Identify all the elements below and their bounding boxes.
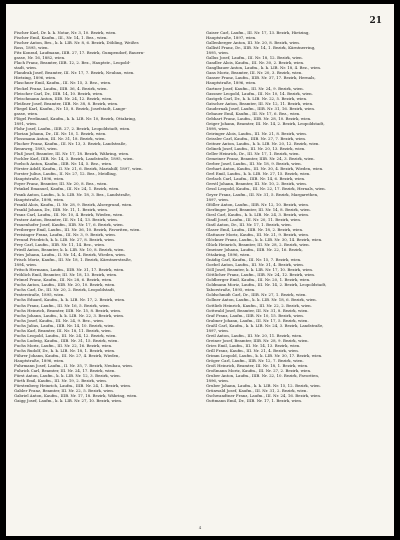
- directory-entry: Gschwandtner Franz, Laufm., III. Nr. 24, 16. Bezirk, wien.: [206, 393, 322, 399]
- directory-entry: Franz Carl, Laufm., III. Nr. 10, 4. Bezirk, Wieden, wien.: [14, 211, 124, 217]
- directory-entry: Gottwald Josef, Beamter, III. Nr. 31, 8. Bezirk, wien.: [206, 307, 309, 313]
- directory-entry: 1895, wien.: [206, 50, 229, 56]
- directory-entry: Glück Heinrich, Beamter, III. Nr. 28, 2. Bezirk, wien.: [206, 241, 310, 247]
- directory-entry: Fürth Emil, Kaufm., III. Nr. 19, 2. Bezirk, wien.: [14, 378, 107, 384]
- directory-entry: Gessl Leopold, Kaufm., III. Nr. 22, 17. Bezirk, Hernals, wien.: [206, 186, 326, 192]
- directory-entry: Flucher Franz, Kaufm., III. Nr. 13, 3. Bezirk, Landstraße,: [14, 141, 127, 147]
- directory-entry: Gaudernak Josef, Laufm., IIIB. Nr. 31, 16. Bezirk, wien.: [206, 105, 316, 111]
- directory-entry: Taborstraße, 1895, wien.: [206, 287, 256, 293]
- directory-entry: Fleischer Carl, Dr., IIIB. 14, 10. Bezirk, wien.: [14, 90, 104, 96]
- directory-entry: Goebel Anton, Laufm., III. Nr. 31, 4. Bezirk, wien.: [206, 262, 305, 268]
- directory-entry: Fluß Josef, Beamter, III. Nr. 17, 18. Bezirk, Währing, wien.: [14, 151, 130, 157]
- directory-entry: Fuchs Josef, Kaufm., III. Nr. 24, 9. Bez., wien.: [14, 317, 104, 323]
- directory-entry: Fleischmann Anton, IIIB. Nr. 24, 12. Bezirk, wien.: [14, 95, 113, 101]
- directory-entry: gasse, wien.: [14, 110, 39, 116]
- directory-entry: Geiger Johann, Beamter, III. Nr. 14, 2. Bezirk, Leopoldstadt,: [206, 120, 325, 126]
- directory-entry: Hietzing, 1896, wien.: [14, 75, 57, 81]
- directory-entry: Hauptstraße, 1897, wien.: [206, 35, 257, 41]
- directory-entry: Fürst Anton, Laufm., k. k. LIB. Nr. 12, 3. Bezirk, wien.: [14, 373, 121, 379]
- directory-entry: Fischer Emil, Kaufm., III., Nr. 14, 1. Bez., wien.: [14, 35, 108, 41]
- directory-entry: Hauptstraße, 1898, wien.: [14, 196, 65, 202]
- directory-entry: Fischer Karl, Dr. k. k. Notar, Nr. 3, 10. Bezirk, wien.: [14, 30, 117, 35]
- directory-entry: Gallistl Franz, Dr., IIIB. Nr. 14, 1. Bezirk, Kärntnerring,: [206, 45, 316, 51]
- directory-entry: Förster Adolf, Kaufm., II. Nr. 21, 6. Bezirk, Mariahilf, 1897, wien.: [14, 166, 143, 172]
- directory-entry: Goldschmidt Carl, Dr., IIIB. Nr. 27, 1. Bezirk, wien.: [206, 292, 307, 298]
- directory-entry: Gallenberger Anton, III. Nr. 20, 8. Bezirk, wien.: [206, 40, 300, 46]
- directory-entry: Gallus Josef, Laufm., III. Nr. 18, 12. Bezirk, wien.: [206, 55, 303, 61]
- right-column: [206, 30, 384, 403]
- directory-entry: stadt, wien.: [14, 65, 38, 71]
- directory-entry: Gmeiner Johann, Laufm., IIIB. Nr. 22, 16. Bezirk,: [206, 247, 303, 253]
- directory-entry: Gintl Anton, Dr., III. Nr. 17, 1. Bezirk, wien.: [206, 221, 292, 227]
- directory-entry: Gföller Anton, Laufm., IIIB. Nr. 12, 10. Bezirk, wien.: [206, 201, 310, 207]
- directory-entry: Gemeiner Franz, Beamter, IIIB. Nr. 24, 3. Bezirk, wien.: [206, 156, 315, 162]
- directory-entry: Glattauer Moriz, Kaufm., III. Nr. 21, 9. Bezirk, wien.: [206, 231, 310, 237]
- directory-entry: Giesl Carl, Kaufm., k. k. LIB. Nr. 24, 3. Bezirk, wien.: [206, 211, 310, 217]
- directory-entry: Fitz Konrad, Laufmann, IIIB. 27, 17. Bezirk, Gumpendorf, Bauern-: [14, 50, 145, 56]
- directory-entry: Gerl Emil, Laufm., k. k. LIB. Nr. 27, 15. Bezirk, wien.: [206, 171, 311, 177]
- directory-entry: Fuchs Leopold, Laufm., III. Nr. 24, 12. Bezirk, wien.: [14, 332, 117, 338]
- directory-entry: Frömel Franz, Kaufm., III. Nr. 28, 6. Bezirk, wien.: [14, 277, 113, 283]
- directory-entry: Grill Franz, Kaufm., III. Nr. 21, 4. Bezirk, wien.: [206, 347, 299, 353]
- directory-entry: Ganser Franz, Laufm., IIIB. Nr. 37, 17. Bezirk, Hernals,: [206, 75, 316, 81]
- directory-entry: Grabner Johann, Laufm., III. Nr. 17, 5. Bezirk, wien.: [206, 317, 309, 323]
- directory-entry: Flohr Josef, Laufm., IIIB. 27, 2. Bezirk, Leopoldstadt, wien.: [14, 125, 131, 131]
- directory-entry: Gebauer Emil, Kaufm., III. Nr. 17, 6. Bez., wien.: [206, 110, 301, 116]
- directory-entry: Frisch Moriz, Kaufm., III. Nr. 18, 1. Bezirk, Kärntnerstraße,: [14, 257, 132, 263]
- directory-entry: Fuchs Anton, Laufm., IIIB. Nr. 20, 10. Bezirk, wien.: [14, 282, 116, 288]
- directory-entry: Geitner Anton, Laufm., k. k. LIB. Nr. 20, 12. Bezirk, wien.: [206, 141, 320, 147]
- directory-entry: Fuchs Eduard, Kaufm., k. k. LIB. Nr. 17, 2. Bezirk, wien.: [14, 297, 126, 303]
- directory-entry: Fröhlich Emil, Beamter, III. Nr. 18, 13. Bezirk, wien.: [14, 272, 118, 278]
- directory-entry: Fuchs Julius, Laufm., IIIB. Nr. 14, 10. Bezirk, wien.: [14, 322, 115, 328]
- directory-entry: Forster Julius, Laufm., II. Nr. 27, 12. Bez., Meidling,: [14, 171, 117, 177]
- directory-entry: Friedl Anton, Beamter, k. k. LIB. Nr. 10, 8. Bezirk, wien.: [14, 247, 125, 253]
- directory-entry: Graßl Carl, Kaufm., k. k. LIB. Nr. 24, 3. Bezirk, Landstraße,: [206, 322, 324, 328]
- directory-entry: Flach Franz, Beamter, IIIB. 12, 2. Bez., Hauptstr., Leopold-: [14, 60, 131, 66]
- directory-entry: Göttlicher Franz, Laufm., IIIB. Nr. 24, 12. Bezirk, wien.: [206, 272, 316, 278]
- directory-entry: Gerhart Anton, Kaufm., III. Nr. 30, 4. Bezirk, Wieden, wien.: [206, 166, 324, 172]
- directory-entry: Hauptstraße, 1896, wien.: [14, 176, 65, 182]
- directory-entry: Fliegel Karl, Kaufm., Nr. 15, 8. Bezirk, Josefstadt, Lange-: [14, 105, 127, 111]
- directory-entry: Fuhrmann Josef, Laufm., II. Nr. 35, 7. Bezirk, Neubau, wien.: [14, 363, 134, 369]
- directory-entry: Gerstl Johann, Beamter, III. Nr. 10, 2. Bezirk, wien.: [206, 181, 307, 187]
- directory-entry: Fleißner Josef, Beamter, IIIB. Nr. 38, 8. Bezirk, wien.: [14, 100, 119, 106]
- directory-entry: Fuchs Ludwig, Kaufm., IIIB. Nr. 31, 15. Bezirk, wien.: [14, 337, 119, 343]
- directory-entry: 1898, wien.: [206, 125, 229, 131]
- directory-entry: Gries Emil, Laufm., III. Nr. 14, 13. Bezirk, wien.: [206, 342, 301, 348]
- directory-entry: Flossmann Anton, III. Nr. 31, 18. Bezirk, wien.: [14, 135, 106, 141]
- directory-entry: Fuchs Johann, Laufm., k. k. LIB. Nr. 22, 3. Bezirk, wien.: [14, 312, 125, 318]
- directory-entry: Fratzer Anton, Beamter, III. Nr. 14, 13. Bezirk, wien.: [14, 216, 119, 222]
- directory-entry: 1896, wien.: [206, 378, 229, 384]
- directory-entry: Flandrak Josef, Beamter, III. Nr. 17, 7. Bezirk, Neubau, wien.: [14, 70, 135, 76]
- directory-entry: Fischer Anton, Bes., k. k. LIB. Nr. 8, 6. Bezirk, Döbling, Weißes: [14, 40, 139, 46]
- directory-entry: Hauptstraße, 1896, wien.: [14, 358, 65, 364]
- directory-entry: Graf Franz, Laufm., IIIB. Nr. 10, 15. Bezirk, wien.: [206, 312, 304, 318]
- directory-entry: Fuchs Carl, Dr., III. Nr. 20, 2. Bezirk, Leopoldstadt,: [14, 287, 116, 293]
- directory-entry: Gindl Josef, Laufm., III. Nr. 20, 11. Bezirk, wien.: [206, 216, 302, 222]
- directory-entry: Greil Anton, Laufm., III. Nr. 20, 11. Bezirk, wien.: [206, 332, 303, 338]
- directory-entry: Fleckel Franz, Laufm., IIIB. 36, 4. Bezirk, wien.: [14, 85, 108, 91]
- directory-page: [6, 4, 394, 536]
- directory-entry: Großmann Moriz, Kaufm., III. Nr. 27, 2. Bezirk, wien.: [206, 368, 312, 374]
- directory-entry: Flögel Ferdinand, Kaufm., k. k. LIB. Nr. 10, Bezirk, Ottakring,: [14, 115, 137, 121]
- directory-entry: Geyer Franz, Laufm., III. Nr. 31, 5. Bezirk, Margarethen,: [206, 191, 319, 197]
- footer-mark: 4: [198, 525, 202, 530]
- directory-entry: Frauenhofer Josef, Kaufm., IIIB. Nr. 17, 6. Bezirk, wien.: [14, 221, 124, 227]
- directory-entry: Gruber Anton, Laufm., IIIB. Nr. 22, 10. Bezirk, Favoriten,: [206, 373, 320, 379]
- directory-entry: Freiberger Emil, Laufm., III. Nr. 36, 10. Bezirk, Favoriten, wien.: [14, 226, 141, 232]
- directory-entry: Geiringer Alois, Laufm., III. Nr. 21, 8. Bezirk, wien.: [206, 130, 308, 136]
- directory-entry: Fochler Karl, IIIB. Nr. 14, 3. Bezirk, Landstraße, 1895, wien.: [14, 156, 134, 162]
- directory-entry: Rennweg, 1893, wien.: [14, 146, 58, 152]
- directory-entry: Führer Johann, Kaufm., III. Nr. 27, 4. Bezirk, Wieden,: [14, 353, 120, 358]
- directory-entry: Gartner Josef, Kaufm., III. Nr. 24, 9. Bezirk, wien.: [206, 85, 304, 91]
- directory-entry: Flaschner Emil, Kaufm., III. Nr. 15, 3. Bez., wien.: [14, 80, 112, 86]
- directory-entry: Gelinek Josef, Laufm., III. Nr. 20, 13. Bezirk, wien.: [206, 146, 306, 152]
- directory-entry: Fränkel Emanuel, Kaufm., III. Nr. 24, 1. Bezirk, wien.: [14, 186, 120, 192]
- directory-entry: Frey Carl, Laufm., IIIB. Nr. 11, 14. Bez., wien.: [14, 241, 106, 247]
- directory-entry: Fürstenberg Heinrich, Laufm., IIIB. Nr. 24, 1. Bezirk, wien.: [14, 383, 132, 389]
- directory-entry: Praterstraße, 1895, wien.: [14, 292, 65, 298]
- directory-entry: Gans Moriz, Beamter, III. Nr. 20, 3. Bezirk, wien.: [206, 70, 303, 76]
- directory-entry: Goldmann Moriz, Laufm., III. Nr. 14, 2. Bezirk, Leopoldstadt,: [206, 282, 327, 288]
- directory-entry: Hauptstraße, 1896, wien.: [206, 80, 257, 86]
- directory-entry: Gollner Anton, Laufm., k. k. LIB. Nr. 18, 6. Bezirk, wien.: [206, 297, 317, 303]
- directory-entry: Fritsch Hermann, Laufm., IIIB. Nr. 31, 17. Bezirk, wien.: [14, 267, 125, 273]
- directory-entry: Foyer Franz, Beamter, III. Nr. 20, 8. Bez., wien.: [14, 181, 108, 187]
- directory-entry: Fuchs Rudolf, Dr., k. k. LIB. Nr. 18, 1. Bezirk, wien.: [14, 347, 116, 353]
- directory-entry: 1897, wien.: [206, 196, 229, 202]
- directory-entry: Gebhart Franz, Laufm., IIIB. Nr. 28, 10. Bezirk, wien.: [206, 115, 312, 121]
- page-number: 21: [369, 16, 382, 26]
- directory-entry: Gerber Josef, Laufm., III. Nr. 18, 9. Bezirk, wien.: [206, 161, 302, 167]
- directory-entry: Grünwald Josef, Kaufm., III. Nr. 31, 2. Bezirk, wien.: [206, 388, 308, 394]
- directory-entry: Freisinger Franz, Laufm., III. Nr. 3, 9. Bezirk, wien.: [14, 231, 116, 237]
- directory-entry: Geller Heinrich, Dr., III. Nr. 17, 1. Bezirk, wien.: [206, 151, 300, 157]
- directory-entry: Frankl Alois, Kaufm., II. Nr. 28, 9. Bezirk, Alsergrund, wien.: [14, 201, 133, 207]
- directory-entry: Fuchs Franz, Laufm., III. Nr. 16, 5. Bezirk, wien.: [14, 302, 110, 308]
- directory-entry: Gabriel Anton, Kaufm., IIIB. Nr. 17, 18. Bezirk, Währing, wien.: [14, 393, 138, 399]
- directory-entry: 1894, wien.: [14, 262, 37, 268]
- directory-entry: Gröger Carl, Laufm., IIIB. Nr. 12, 7. Bezirk, wien.: [206, 358, 304, 364]
- directory-entry: Fuchs Heinrich, Beamter, IIIB. Nr. 15, 8. Bezirk, wien.: [14, 307, 122, 313]
- directory-entry: gasse, Nr. 16, 1882, wien.: [14, 55, 66, 61]
- directory-entry: Gaiser Carl, Laufm., III. Nr. 17, 13. Bezirk, Hietzing,: [206, 30, 310, 35]
- left-column: [14, 30, 192, 403]
- directory-entry: Freund Friedrich, k. k. LIB. Nr. 27, 8. Bezirk, wien.: [14, 236, 116, 242]
- directory-entry: Frank Anton, Laufm., k. k. LIB. Nr. 18, 3. Bez., Landstraße,: [14, 191, 131, 197]
- directory-entry: Groß Heinrich, Beamter, III. Nr. 18, 1. Bezirk, wien.: [206, 363, 309, 369]
- directory-entry: Gerlach Carl, Laufm., IIIB. Nr. 14, 6. Bezirk, wien.: [206, 176, 306, 182]
- directory-entry: Fries Johann, Laufm., II. Nr. 14, 4. Bezirk, Wieden, wien.: [14, 252, 127, 258]
- directory-entry: 1891, wien.: [14, 120, 37, 126]
- directory-entry: Frankl Johann, Dr., IIIB. Nr. 11, 1. Bezirk, wien.: [14, 206, 109, 212]
- directory-entry: Fuchs Karl, Beamter, III. Nr. 18, 11. Bezirk, wien.: [14, 327, 112, 333]
- directory-entry: Gandler Alois, Kaufm., III. Nr. 30, 2. Bezirk, wien.: [206, 60, 305, 66]
- directory-entry: Gastgeb Carl, Dr., k. k. LIB. Nr. 22, 5. Bezirk, wien.: [206, 95, 308, 101]
- directory-entry: Fuhrich Carl, Beamter, III. Nr. 24, 17. Bezirk, wien.: [14, 368, 116, 374]
- directory-entry: Gaigg Josef, Laufm., k. k. LIB. Nr. 27, 10. Bezirk, wien.: [14, 398, 123, 404]
- directory-entry: Ganglbauer Anton, Laufm., k. k. LIB. Nr. 18, 4. Bez., wien.: [206, 65, 322, 71]
- directory-entry: Greiner Josef, Beamter, IIIB. Nr. 28, 9. Bezirk, wien.: [206, 337, 309, 343]
- directory-entry: Gottlieb Heinrich, Kaufm., III. Nr. 22, 2. Bezirk, wien.: [206, 302, 312, 308]
- directory-entry: Geissler Carl, Kaufm., IIIB. Nr. 27, 7. Bezirk, wien.: [206, 135, 307, 141]
- directory-entry: Foelsch Anton, Kaufm., IIIB. Nr. 14, 5. Bez., wien.: [14, 161, 113, 167]
- directory-entry: Gabler Franz, Beamter, III. Nr. 22, 5. Bezirk, wien.: [14, 388, 114, 394]
- directory-entry: Glöckner Franz, Laufm., k. k. LIB. Nr. 30, 14. Bezirk, wien.: [206, 236, 323, 242]
- directory-entry: Fuchs Moriz, Laufm., III. Nr. 22, 16. Bezirk, wien.: [14, 342, 113, 348]
- directory-entry: Gruber Johann, Laufm., k. k. LIB. Nr. 15, 12. Bezirk, wien.: [206, 383, 321, 389]
- directory-entry: Florian Johann, Dr., III. Nr. 10, 1. Bezirk, wien.: [14, 130, 107, 136]
- directory-entry: Ottakring, 1896, wien.: [206, 252, 251, 258]
- directory-entry: Gassner Leopold, Laufm., III. Nr. 10, 14. Bezirk, wien.: [206, 90, 313, 96]
- directory-entry: Gatscher Anton, Beamter, III. Nr. 12, 11. Bezirk, wien.: [206, 100, 314, 106]
- directory-entry: Guttmann Emil, Dr., IIIB. Nr. 17, 1. Bezirk, wien.: [206, 398, 303, 404]
- directory-entry: Göll Josef, Beamter, k. k. LIB. Nr. 17, 10. Bezirk, wien.: [206, 267, 314, 273]
- directory-entry: Glaser Emil, Laufm., IIIB. Nr. 18, 2. Bezirk, wien.: [206, 226, 304, 232]
- directory-entry: 1897, wien.: [206, 327, 229, 333]
- directory-entry: Gnädig Carl, Kaufm., III. Nr. 15, 7. Bezirk, wien.: [206, 257, 302, 263]
- directory-entry: Gierlinger Josef, Beamter, III. Nr. 14, 8. Bezirk, wien.: [206, 206, 311, 212]
- directory-entry: Ross, 1895, wien.: [14, 45, 49, 51]
- directory-entry: Grimm Leopold, Laufm., k. k. LIB. Nr. 30, 17. Bezirk, wien.: [206, 353, 323, 358]
- directory-entry: Goldberger Emil, Kaufm., III. Nr. 20, 1. Bezirk, wien.: [206, 277, 311, 283]
